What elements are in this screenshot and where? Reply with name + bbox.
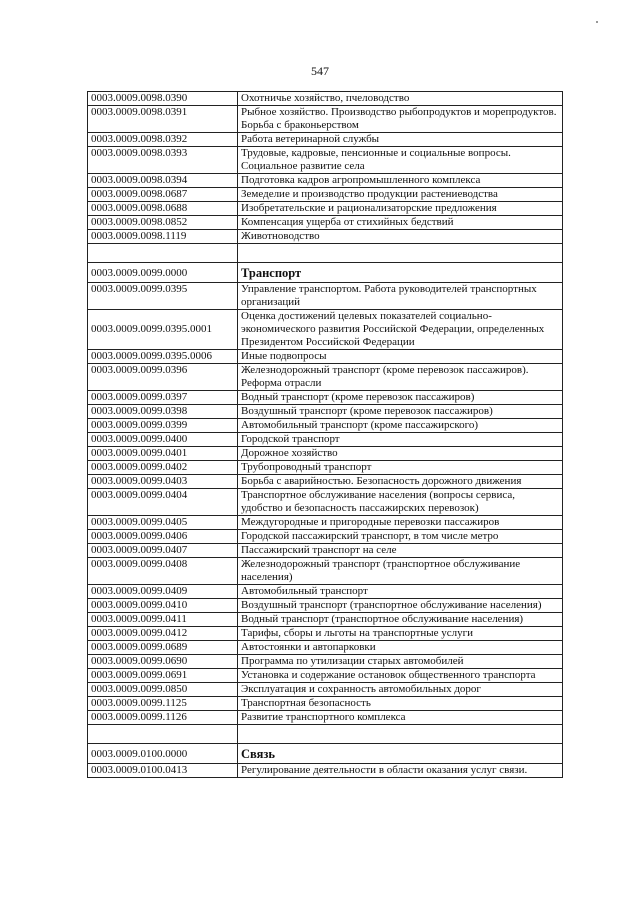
code-cell: 0003.0009.0100.0000 — [88, 744, 238, 764]
code-cell: 0003.0009.0099.0403 — [88, 475, 238, 489]
table-row — [88, 188, 563, 202]
description-cell: Борьба с аварийностью. Безопасность дорожного движения — [238, 475, 563, 489]
description-cell: Охотничье хозяйство, пчеловодство — [238, 92, 563, 106]
code-cell: 0003.0009.0100.0413 — [88, 764, 238, 778]
description-cell: Компенсация ущерба от стихийных бедствий — [238, 216, 563, 230]
description-cell: Подготовка кадров агропромышленного комплекса — [238, 174, 563, 188]
section-title: Транспорт — [238, 263, 563, 283]
table-row — [88, 711, 563, 725]
description-cell: Работа ветеринарной службы — [238, 133, 563, 147]
code-cell: 0003.0009.0099.0405 — [88, 516, 238, 530]
description-cell: Транспортная безопасность — [238, 697, 563, 711]
code-cell: 0003.0009.0099.0409 — [88, 585, 238, 599]
table-row — [88, 364, 563, 391]
code-cell: 0003.0009.0099.0402 — [88, 461, 238, 475]
code-cell: 0003.0009.0099.0400 — [88, 433, 238, 447]
section-row — [88, 744, 563, 764]
description-cell: Воздушный транспорт (кроме перевозок пассажиров) — [238, 405, 563, 419]
description-cell: Транспортное обслуживание населения (вопросы сервиса, удобство и безопасность пассажирских перевозок) — [238, 489, 563, 516]
table-row — [88, 133, 563, 147]
description-cell: Железнодорожный транспорт (транспортное обслуживание населения) — [238, 558, 563, 585]
description-cell: Водный транспорт (транспортное обслуживание населения) — [238, 613, 563, 627]
code-cell: 0003.0009.0099.0407 — [88, 544, 238, 558]
code-cell: 0003.0009.0099.0689 — [88, 641, 238, 655]
description-cell: Автомобильный транспорт (кроме пассажирского) — [238, 419, 563, 433]
section-row — [88, 263, 563, 283]
table-row — [88, 585, 563, 599]
table-row — [88, 216, 563, 230]
code-cell: 0003.0009.0099.0395.0001 — [88, 310, 238, 350]
description-cell: Тарифы, сборы и льготы на транспортные услуги — [238, 627, 563, 641]
table-row — [88, 683, 563, 697]
description-cell: Эксплуатация и сохранность автомобильных дорог — [238, 683, 563, 697]
table-row — [88, 106, 563, 133]
table-row — [88, 475, 563, 489]
code-cell: 0003.0009.0099.0396 — [88, 364, 238, 391]
page-number: 547 — [311, 64, 329, 78]
description-cell: Дорожное хозяйство — [238, 447, 563, 461]
code-cell: 0003.0009.0098.0393 — [88, 147, 238, 174]
blank-row — [88, 244, 563, 263]
code-cell: 0003.0009.0099.0850 — [88, 683, 238, 697]
table-row — [88, 613, 563, 627]
code-cell: 0003.0009.0099.0404 — [88, 489, 238, 516]
table-row — [88, 405, 563, 419]
table-row — [88, 310, 563, 350]
code-cell: 0003.0009.0098.0852 — [88, 216, 238, 230]
table-row — [88, 764, 563, 778]
code-cell: 0003.0009.0098.1119 — [88, 230, 238, 244]
code-cell: 0003.0009.0099.0398 — [88, 405, 238, 419]
code-cell: 0003.0009.0099.0411 — [88, 613, 238, 627]
description-cell: Установка и содержание остановок общественного транспорта — [238, 669, 563, 683]
code-cell: 0003.0009.0099.1125 — [88, 697, 238, 711]
code-cell: 0003.0009.0099.0397 — [88, 391, 238, 405]
table-row — [88, 419, 563, 433]
description-cell: Городской пассажирский транспорт, в том числе метро — [238, 530, 563, 544]
table-row — [88, 92, 563, 106]
table-row — [88, 489, 563, 516]
table-row — [88, 433, 563, 447]
description-cell: Автомобильный транспорт — [238, 585, 563, 599]
code-cell: 0003.0009.0099.0399 — [88, 419, 238, 433]
table-row — [88, 627, 563, 641]
description-cell: Регулирование деятельности в области оказания услуг связи. — [238, 764, 563, 778]
table-row — [88, 447, 563, 461]
table-row — [88, 283, 563, 310]
code-cell: 0003.0009.0098.0390 — [88, 92, 238, 106]
table-row — [88, 391, 563, 405]
table-row — [88, 530, 563, 544]
table-row — [88, 147, 563, 174]
code-cell: 0003.0009.0098.0687 — [88, 188, 238, 202]
description-cell: Оценка достижений целевых показателей социально-экономического развития Российской Федерации, определенных Президентом Российской Федерации — [238, 310, 563, 350]
code-cell: 0003.0009.0099.0395.0006 — [88, 350, 238, 364]
code-cell: 0003.0009.0099.0408 — [88, 558, 238, 585]
code-cell: 0003.0009.0099.0412 — [88, 627, 238, 641]
code-cell: 0003.0009.0099.0395 — [88, 283, 238, 310]
code-cell: 0003.0009.0099.0690 — [88, 655, 238, 669]
code-cell: 0003.0009.0099.1126 — [88, 711, 238, 725]
classifier-table — [87, 91, 563, 778]
description-cell: Городской транспорт — [238, 433, 563, 447]
description-cell: Программа по утилизации старых автомобилей — [238, 655, 563, 669]
description-cell: Водный транспорт (кроме перевозок пассажиров) — [238, 391, 563, 405]
description-cell: Управление транспортом. Работа руководителей транспортных организаций — [238, 283, 563, 310]
code-cell: 0003.0009.0099.0406 — [88, 530, 238, 544]
description-cell: Иные подвопросы — [238, 350, 563, 364]
description-cell: Воздушный транспорт (транспортное обслуживание населения) — [238, 599, 563, 613]
code-cell: 0003.0009.0099.0000 — [88, 263, 238, 283]
table-row — [88, 558, 563, 585]
table-row — [88, 544, 563, 558]
table-row — [88, 641, 563, 655]
description-cell: Железнодорожный транспорт (кроме перевозок пассажиров). Реформа отрасли — [238, 364, 563, 391]
table-row — [88, 461, 563, 475]
classifier-table-body — [88, 92, 563, 778]
table-row — [88, 230, 563, 244]
code-cell: 0003.0009.0099.0691 — [88, 669, 238, 683]
description-cell: Земеделие и производство продукции растениеводства — [238, 188, 563, 202]
blank-row — [88, 725, 563, 744]
description-cell: Развитие транспортного комплекса — [238, 711, 563, 725]
description-cell: Изобретательские и рационализаторские предложения — [238, 202, 563, 216]
description-cell — [238, 244, 563, 263]
description-cell: Трудовые, кадровые, пенсионные и социальные вопросы. Социальное развитие села — [238, 147, 563, 174]
code-cell — [88, 725, 238, 744]
code-cell: 0003.0009.0099.0410 — [88, 599, 238, 613]
description-cell — [238, 725, 563, 744]
table-row — [88, 516, 563, 530]
table-row — [88, 669, 563, 683]
description-cell: Междугородные и пригородные перевозки пассажиров — [238, 516, 563, 530]
table-row — [88, 697, 563, 711]
description-cell: Пассажирский транспорт на селе — [238, 544, 563, 558]
scan-speck — [596, 21, 598, 23]
section-title: Связь — [238, 744, 563, 764]
table-row — [88, 655, 563, 669]
table-row — [88, 174, 563, 188]
table-row — [88, 350, 563, 364]
code-cell: 0003.0009.0098.0394 — [88, 174, 238, 188]
description-cell: Рыбное хозяйство. Производство рыбопродуктов и морепродуктов. Борьба с браконьерством — [238, 106, 563, 133]
code-cell: 0003.0009.0099.0401 — [88, 447, 238, 461]
table-row — [88, 202, 563, 216]
code-cell: 0003.0009.0098.0391 — [88, 106, 238, 133]
code-cell: 0003.0009.0098.0688 — [88, 202, 238, 216]
code-cell: 0003.0009.0098.0392 — [88, 133, 238, 147]
description-cell: Животноводство — [238, 230, 563, 244]
table-row — [88, 599, 563, 613]
description-cell: Автостоянки и автопарковки — [238, 641, 563, 655]
description-cell: Трубопроводный транспорт — [238, 461, 563, 475]
code-cell — [88, 244, 238, 263]
